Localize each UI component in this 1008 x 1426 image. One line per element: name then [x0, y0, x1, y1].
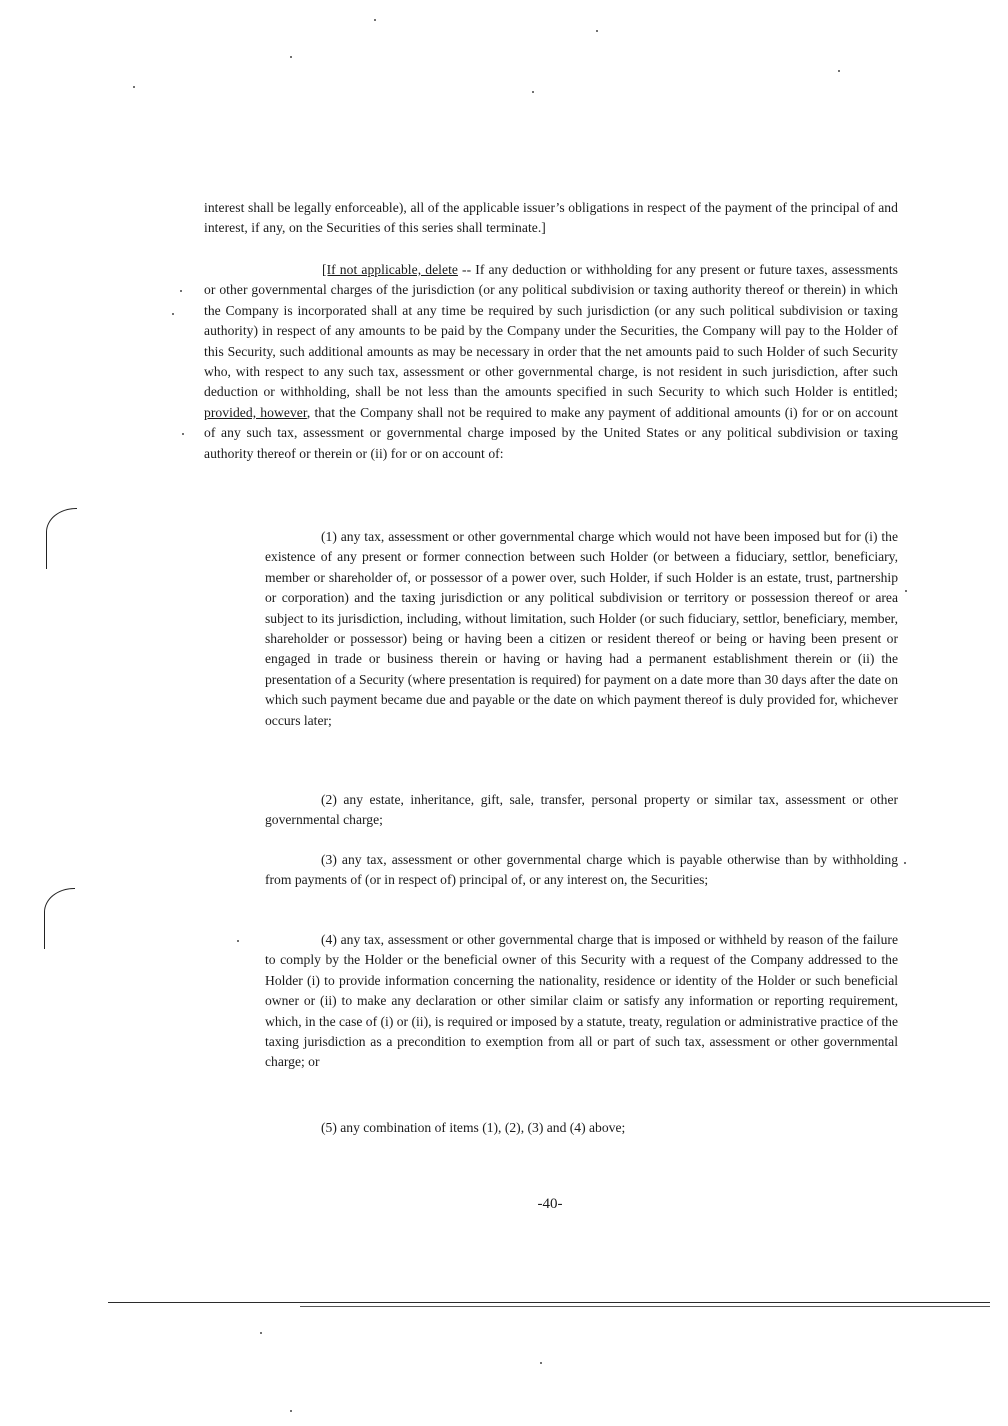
scan-speck: [596, 30, 598, 32]
scan-speck: [182, 433, 184, 435]
scan-margin-mark: [44, 888, 75, 949]
scan-speck: [133, 86, 135, 88]
scan-speck: [180, 290, 182, 292]
main-text-part-1: If any deduction or withholding for any present or future taxes, assessments or other governmental charges of the jurisdiction (or any political subdivision or taxing authority thereof or therein) in which the Company is incorporated shall at any time be required by such jurisdiction (or any such political subdivision or taxing authority) in respect of any amounts to be paid by the Company under the Securities, the Company will pay to the Holder of this Security, such additional amounts as may be necessary in order that the net amounts paid to such Holder of such Security who, with respect to any such tax, assessment or other governmental charge, is not resident in such jurisdiction, after such deduction or withholding, shall be not less than the amounts specified in such Security to which such Holder is entitled;: [204, 262, 898, 400]
page-number: -40-: [537, 1196, 563, 1212]
list-item: [265, 850, 898, 891]
scan-divider-line: [108, 1302, 990, 1303]
scan-speck: [540, 1362, 542, 1364]
scan-speck: [290, 56, 292, 58]
scan-speck: [260, 1332, 262, 1334]
item-2-text: (2) any estate, inheritance, gift, sale, transfer, personal property or similar tax, assessment or other governmental charge;: [265, 792, 898, 828]
item-1-text: (1) any tax, assessment or other governmental charge which would not have been imposed but for (i) the existence of any present or former connection between such Holder (or between a fiduciary, settlor, beneficiary, member or shareholder of, or possessor of a power over, such Holder, if such Holder is an estate, trust, partnership or corporation) and the taxing jurisdiction or any political subdivision or territory or possession thereof or area subject to its jurisdiction, including, without limitation, such Holder (or such fiduciary, settlor, beneficiary, member, shareholder or possessor) being or having been a citizen or resident thereof or being or having been present or engaged in trade or business therein or having or having had a permanent establishment therein or (ii) the presentation of a Security (where presentation is required) for payment on a date more than 30 days after the date on which such payment became due and payable or the date on which payment thereof is duly provided for, whichever occurs later;: [265, 529, 898, 728]
scan-speck: [290, 1410, 292, 1412]
additional-amounts-paragraph: [204, 260, 898, 464]
item-5-text: (5) any combination of items (1), (2), (3) and (4) above;: [321, 1120, 626, 1135]
scan-speck: [904, 862, 906, 864]
scan-speck: [374, 19, 376, 21]
proviso-text: provided, however: [204, 404, 307, 420]
list-item: [265, 527, 898, 731]
scan-speck: [172, 313, 174, 315]
scan-speck: [532, 91, 534, 93]
item-4-text: (4) any tax, assessment or other governmental charge that is imposed or withheld by reason of the failure to comply by the Holder or the beneficial owner of this Security with a request of the Company addressed to the Holder (i) to provide information concerning the nationality, residence or identity of the Holder or such beneficial owner or (ii) to make any declaration or other similar claim or satisfy any information or reporting requirement, which, in the case of (i) or (ii), is required or imposed by a statute, treaty, regulation or administrative practice of the taxing jurisdiction as a precondition to exemption from all or part of such tax, assessment or other governmental charge; or: [265, 932, 898, 1070]
main-text-part-2: , that the Company shall not be required to make any payment of additional amounts (i) for or on account of any such tax, assessment or governmental charge imposed by the United States or any political subdivision or taxing authority thereof or therein or (ii) for or on account of:: [204, 404, 898, 461]
continuation-paragraph: [204, 198, 898, 239]
dash-separator: --: [457, 262, 476, 277]
bracket-instruction: [If not applicable, delete: [322, 262, 458, 277]
scan-speck: [838, 70, 840, 72]
item-3-text: (3) any tax, assessment or other governmental charge which is payable otherwise than by withholding from payments of (or in respect of) principal of, or any interest on, the Securities;: [265, 852, 898, 888]
scan-margin-mark: [46, 508, 77, 569]
list-item: [265, 1118, 898, 1138]
continuation-text: interest shall be legally enforceable), all of the applicable issuer’s obligations in respect of the payment of the principal of and interest, if any, on the Securities of this series shall terminate.]: [204, 200, 898, 236]
list-item: [265, 930, 898, 1073]
scan-speck: [237, 940, 239, 942]
list-item: [265, 790, 898, 831]
scan-speck: [905, 590, 907, 592]
scan-divider-line: [300, 1306, 990, 1307]
